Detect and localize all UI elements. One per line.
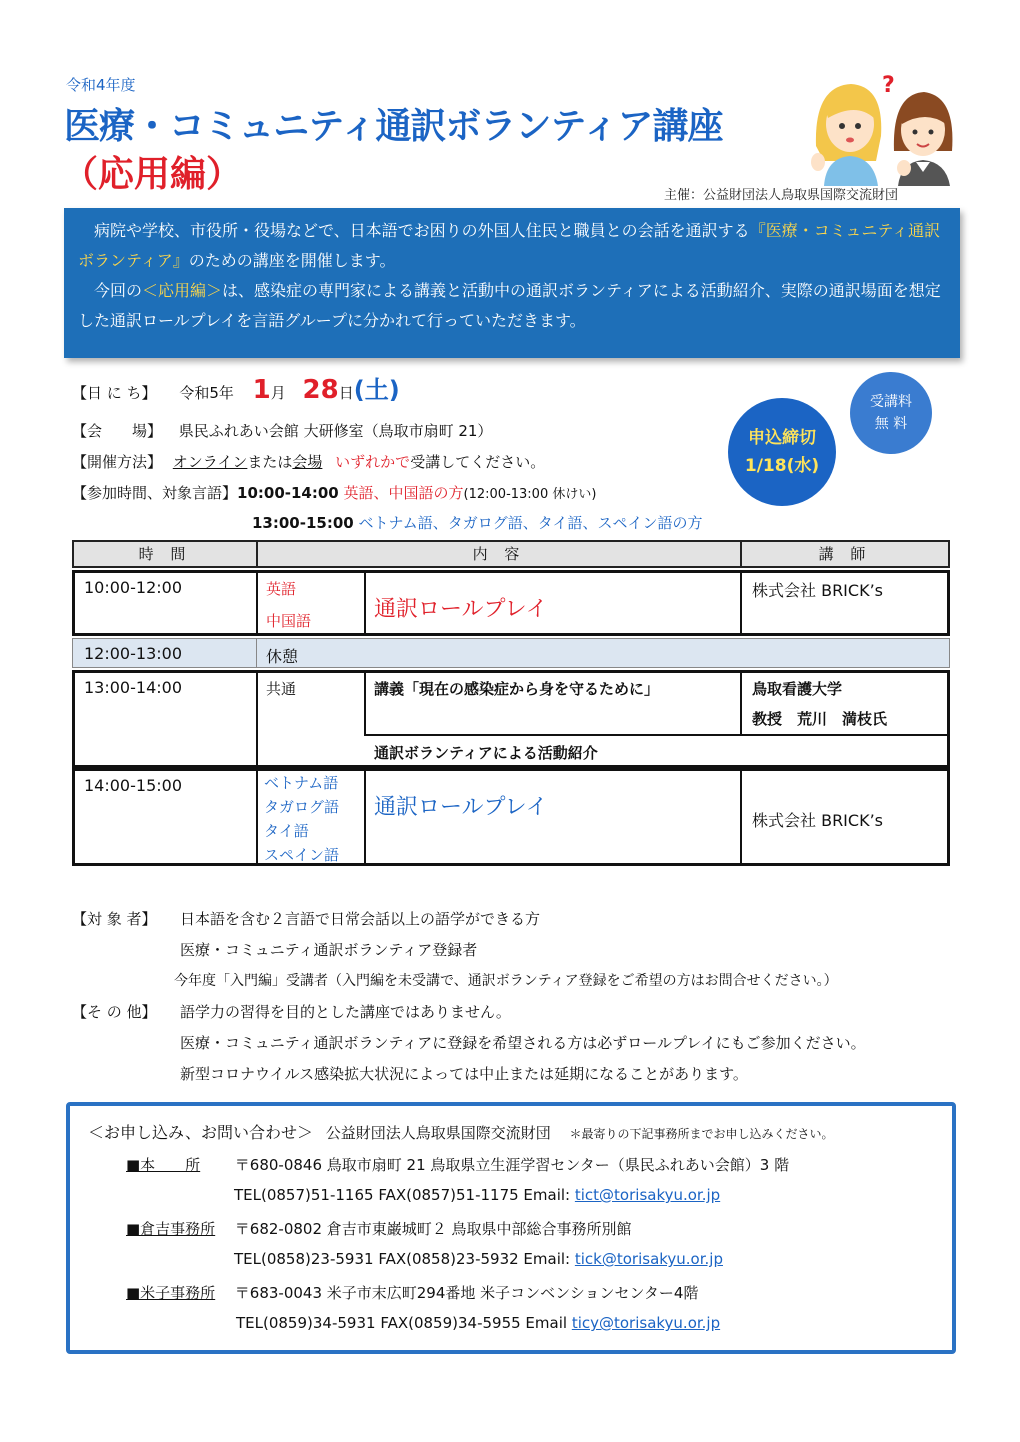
contact-heading: ＜お申し込み、お問い合わせ＞ — [88, 1123, 313, 1142]
row4-lang3: タイ語 — [264, 822, 309, 840]
cell-border — [256, 670, 258, 768]
target-2: 医療・コミュニティ通訳ボランティア登録者 — [180, 941, 478, 959]
organizer-text: 主催：公益財団法人鳥取県国際交流財団 — [664, 188, 899, 203]
fiscal-year: 令和4年度 — [66, 76, 136, 94]
office-kurayoshi-tel: TEL(0858)23-5931 FAX(0858)23-5932 Email: — [234, 1250, 575, 1268]
cell-border — [256, 638, 257, 668]
page-title: 医療・コミュニティ通訳ボランティア講座 — [64, 106, 723, 147]
time1: 10:00-14:00 — [237, 484, 339, 502]
row3-content2: 通訳ボランティアによる活動紹介 — [374, 744, 598, 762]
office-yonago-address: 〒683-0043 米子市末広町294番地 米子コンベンションセンター4階 — [234, 1284, 699, 1302]
date-day: 28 — [302, 375, 339, 405]
method-venue: 会場 — [292, 453, 323, 471]
venue-label: 【会 場】 — [72, 422, 163, 440]
two-women-illustration-icon — [806, 66, 956, 186]
row1-lecturer: 株式会社 BRICK’s — [752, 581, 883, 600]
header-lecturer: 講 師 — [740, 540, 950, 568]
method-online: オンライン — [172, 453, 248, 471]
row2-time: 12:00-13:00 — [84, 644, 182, 663]
office-main-name: ■本 所 — [126, 1156, 201, 1174]
time2: 13:00-15:00 — [252, 514, 354, 532]
method-end: 受講してください。 — [410, 453, 546, 471]
office-main-tel: TEL(0857)51-1165 FAX(0857)51-1175 Email: — [234, 1186, 575, 1204]
row3-time: 13:00-14:00 — [84, 678, 182, 697]
row1-time: 10:00-12:00 — [84, 578, 182, 597]
table-row-break — [72, 638, 950, 668]
deadline-line2: 1/18(水) — [744, 456, 820, 476]
row4-lang4: スペイン語 — [264, 846, 340, 864]
cell-border — [740, 570, 742, 636]
details-section — [72, 904, 866, 1090]
row3-lecturer2: 教授 荒川 満枝氏 — [752, 710, 888, 728]
intro-highlight: 『医療・コミュニティ通訳ボランティア』 — [78, 221, 941, 270]
intro-paragraph-1 — [78, 216, 946, 276]
method-or: または — [247, 453, 293, 471]
header-content: 内 容 — [256, 540, 742, 568]
deadline-line1: 申込締切 — [748, 428, 816, 448]
office-yonago-email-link[interactable]: ticy@torisakyu.or.jp — [571, 1314, 721, 1332]
fee-line2: 無 料 — [874, 416, 908, 432]
office-kurayoshi-address: 〒682-0802 倉吉市東巌城町２ 鳥取県中部総合事務所別館 — [234, 1220, 632, 1238]
row4-time: 14:00-15:00 — [84, 776, 182, 795]
method-row — [72, 451, 545, 472]
row1-lang1: 英語 — [266, 580, 297, 598]
header-time: 時 間 — [72, 540, 258, 568]
office-main-email-link[interactable]: tict@torisakyu.or.jp — [574, 1186, 721, 1204]
date-weekday: (土) — [353, 376, 400, 404]
other-1: 語学力の習得を目的とした講座ではありません。 — [180, 1003, 511, 1021]
row2-content: 休憩 — [266, 647, 299, 666]
target-1: 日本語を含む２言語で日常会話以上の語学ができる方 — [180, 910, 541, 928]
cell-border — [740, 670, 742, 736]
date-day-unit: 日 — [338, 384, 354, 402]
target-3: 今年度「入門編」受講者（入門編を未受講で、通訳ボランティア登録をご希望の方はお問合せください。） — [174, 973, 838, 989]
cell-border — [740, 768, 742, 866]
fee-badge — [850, 372, 932, 454]
date-month: 1 — [252, 375, 271, 405]
intro-text: 今回の — [94, 281, 143, 300]
row1-lang2: 中国語 — [266, 612, 312, 630]
other-2: 医療・コミュニティ通訳ボランティアに登録を希望される方は必ずロールプレイにもご参加ください。 — [180, 1034, 866, 1052]
date-month-unit: 月 — [270, 384, 286, 402]
date-era: 令和5年 — [179, 384, 234, 402]
deadline-badge — [728, 398, 836, 506]
row4-lang2: タガログ語 — [264, 798, 340, 816]
other-3: 新型コロナウイルス感染拡大状況によっては中止または延期になることがあります。 — [180, 1065, 748, 1083]
intro-text: のための講座を開催します。 — [188, 251, 396, 270]
date-label: 【日 に ち】 — [72, 384, 157, 402]
intro-box — [64, 208, 960, 358]
intro-text: は、感染症の専門家による講義と活動中の通訳ボランティアによる活動紹介、実際の通訳場面を想定した通訳ロールプレイを言語グループに分かれて行っていただきます。 — [78, 281, 941, 330]
row3-content1: 講義「現在の感染症から身を守るために」 — [374, 680, 660, 698]
time-label: 【参加時間、対象言語】 — [72, 484, 238, 502]
fee-line1: 受講料 — [870, 394, 912, 410]
method-label: 【開催方法】 — [72, 453, 163, 471]
intro-paragraph-2 — [78, 276, 946, 336]
row4-lecturer: 株式会社 BRICK’s — [752, 811, 883, 830]
intro-highlight: ＜応用編＞ — [142, 281, 223, 300]
venue-row — [72, 420, 492, 441]
venue-text: 県民ふれあい会館 大研修室（鳥取市扇町 21） — [178, 422, 493, 440]
contact-box — [66, 1102, 956, 1354]
method-either: いずれかで — [335, 453, 411, 471]
row1-content: 通訳ロールプレイ — [374, 597, 548, 622]
intro-text: 病院や学校、市役所・役場などで、日本語でお困りの外国人住民と職員との会話を通訳する — [94, 221, 750, 240]
row4-content: 通訳ロールプレイ — [374, 795, 548, 820]
contact-note: ＊最寄りの下記事務所までお申し込みください。 — [569, 1127, 834, 1141]
office-kurayoshi-name: ■倉吉事務所 — [126, 1220, 216, 1238]
office-kurayoshi-email-link[interactable]: tick@torisakyu.or.jp — [574, 1250, 723, 1268]
contact-org: 公益財団法人鳥取県国際交流財団 — [325, 1124, 551, 1142]
time2-lang: ベトナム語、タガログ語、タイ語、スペイン語の方 — [358, 514, 703, 532]
office-yonago-tel: TEL(0859)34-5931 FAX(0859)34-5955 Email — [236, 1314, 572, 1332]
time-row-2 — [252, 512, 702, 533]
row4-lang1: ベトナム語 — [264, 774, 339, 792]
office-yonago-name: ■米子事務所 — [126, 1284, 216, 1302]
row3-lang: 共通 — [266, 680, 297, 698]
svg-text:?: ? — [882, 73, 895, 98]
page-subtitle: （応用編） — [62, 154, 243, 195]
office-main-address: 〒680-0846 鳥取市扇町 21 鳥取県立生涯学習センター（県民ふれあい会館）3 階 — [234, 1156, 790, 1174]
event-date — [72, 370, 400, 405]
time1-note: (12:00-13:00 休けい) — [463, 487, 597, 502]
time-row-1 — [72, 482, 596, 503]
row3-lecturer1: 鳥取看護大学 — [752, 680, 843, 698]
other-label: 【そ の 他】 — [72, 1003, 157, 1021]
target-label: 【対 象 者】 — [72, 910, 157, 928]
time1-lang: 英語、中国語の方 — [343, 484, 464, 502]
